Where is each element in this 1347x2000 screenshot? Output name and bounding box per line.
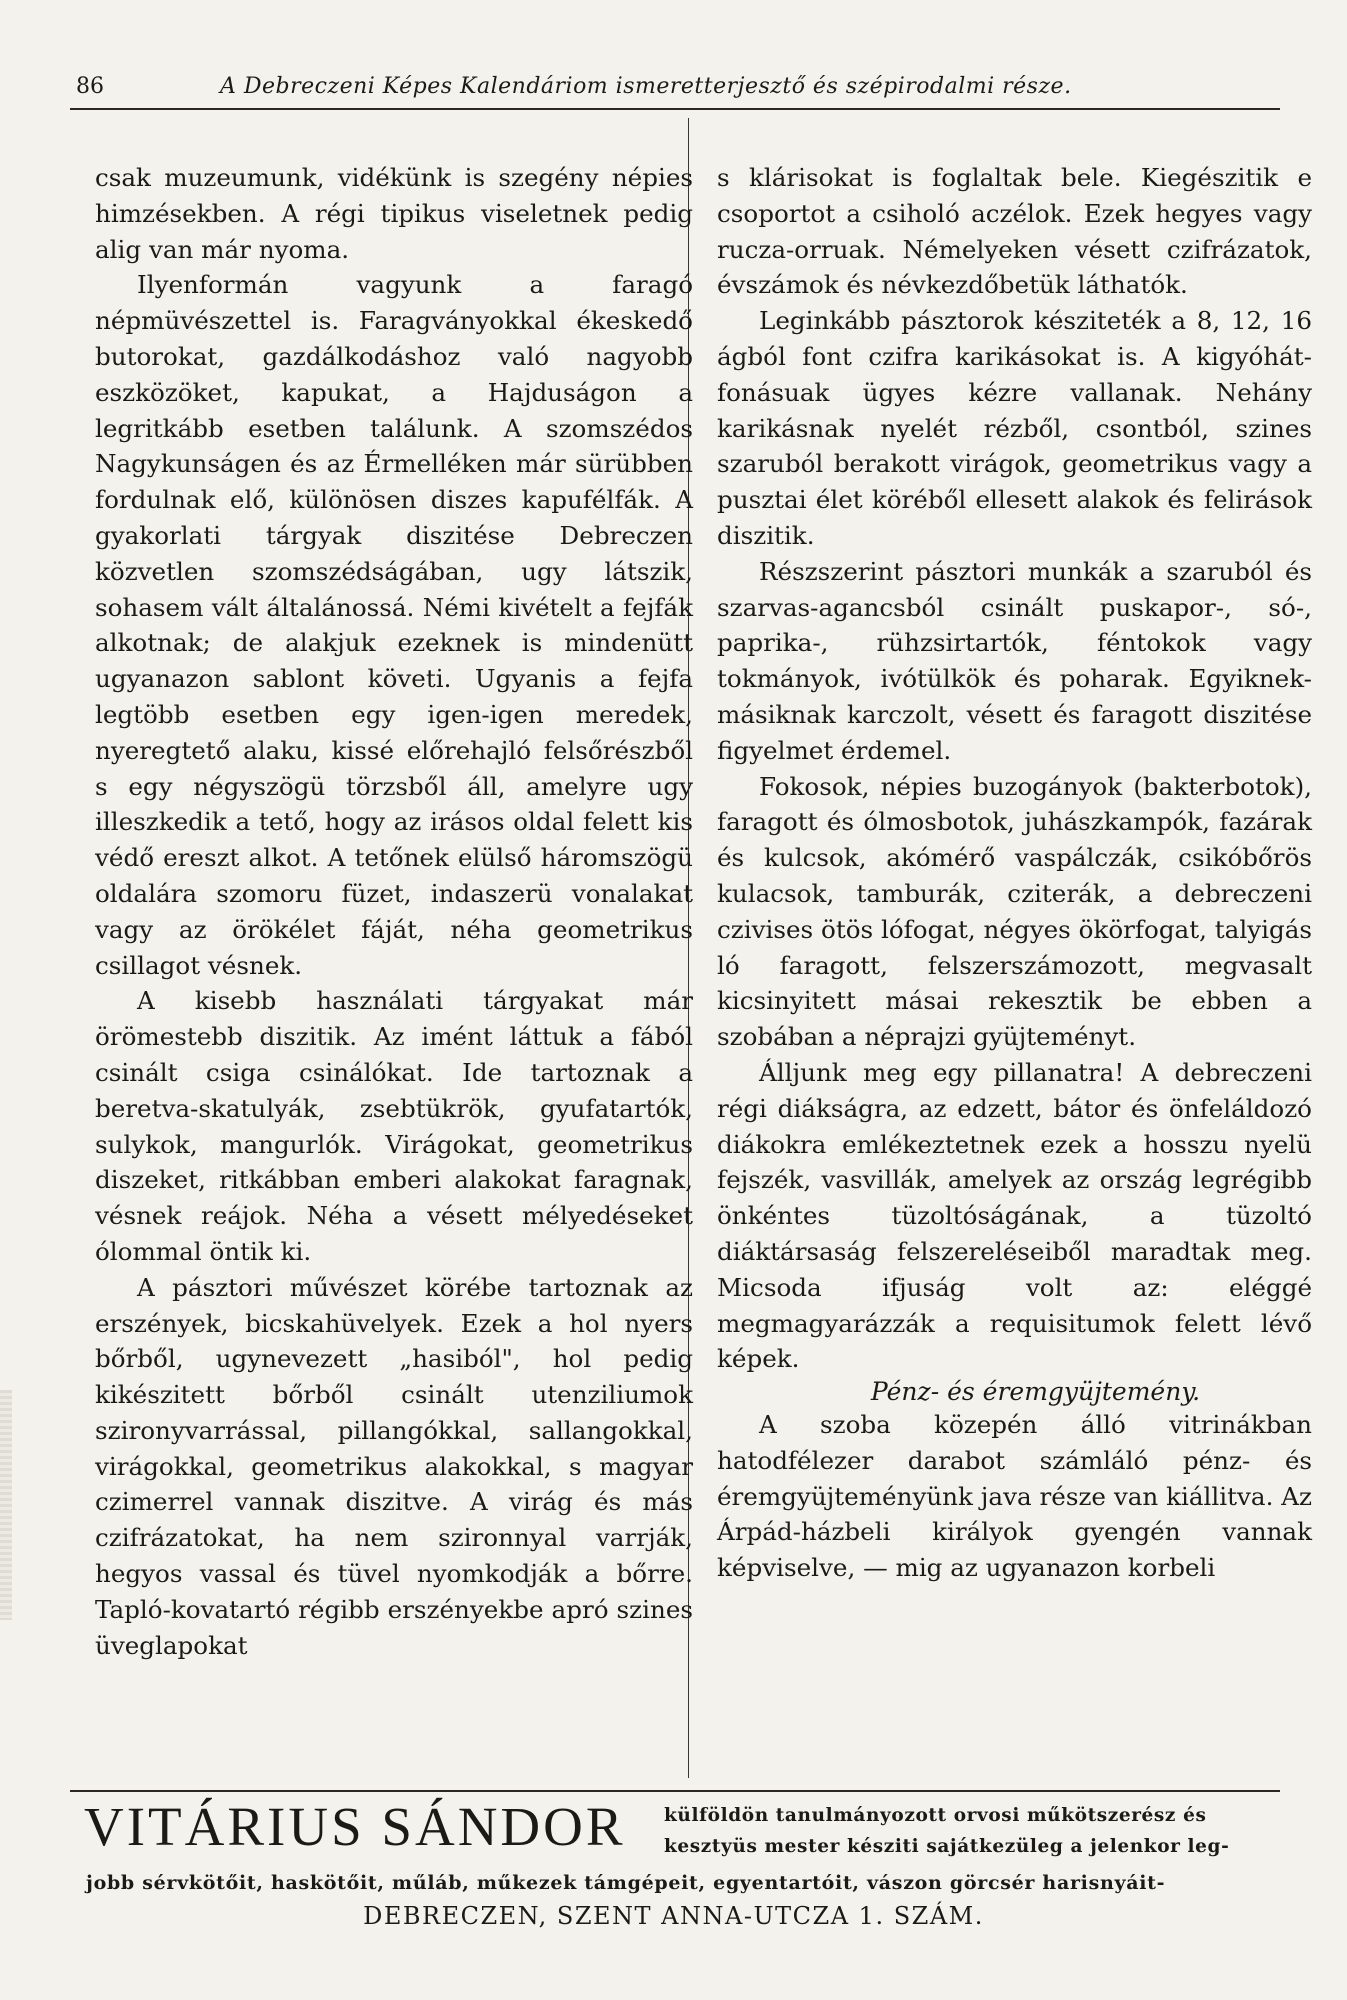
page-header <box>70 68 1280 110</box>
right-column <box>717 160 1312 1586</box>
left-column <box>95 160 693 1663</box>
section-heading: Pénz- és éremgyüjtemény. <box>870 1377 1201 1407</box>
paragraph: Leginkább pásztorok késziteték a 8, 12, 16 ágból font czifra karikásokat is. A kigyóhát-fonásuak ügyes kézre vallanak. Nehány karikásnak nyelét rézből, csontból, szines szaruból berakott virágok, geometrikus vagy a pusztai élet köréből ellesett alakok és felirások diszitik. <box>717 306 1312 550</box>
advertisement-line: jobb sérvkötőit, haskötőit, műláb, műkezek támgépeit, egyentartóit, vászon görcsér harisnyáit- <box>86 1872 1166 1894</box>
paragraph: A kisebb használati tárgyakat már örömestebb diszitik. Az imént láttuk a fából csinált csiga csinálókat. Ide tartoznak a beretva-skatulyák, zsebtükrök, gyufatartók, sulykok, mangurlók. Virágokat, geometrikus diszeket, ritkábban emberi alakokat faragnak, vésnek reájok. Néha a vésett mélyedéseket ólommal öntik ki. <box>95 986 693 1266</box>
advertisement-line: kesztyüs mester késziti sajátkezüleg a jelenkor leg- <box>664 1836 1230 1857</box>
paragraph: Ilyenformán vagyunk a faragó népmüvészettel is. Faragványokkal ékeskedő butorokat, gazdálkodáshoz való nagyobb eszközöket, kapukat, a Hajduságon a legritkább esetben találunk. A szomszédos Nagykunságen és az Érmelléken már sürübben fordulnak elő, különösen diszes kapufélfák. A gyakorlati tárgyak diszitése Debreczen közvetlen szomszédságában, ugy látszik, sohasem vált általánossá. Némi kivételt a fejfák alkotnak; de alakjuk ezeknek is mindenütt ugyanazon sablont követi. Ugyanis a fejfa legtöbb esetben egy igen-igen meredek, nyeregtető alaku, kissé előrehajló felsőrészből s egy négyszögü törzsből áll, amelyre ugy illeszkedik a tető, hogy az irásos oldal felett kis védő ereszt alkot. A tetőnek elülső háromszögü oldalára szomoru füzet, indaszerü vonalakat vagy az örökélet fáját, néha geometrikus csillagot vésnek. <box>95 270 693 980</box>
advertisement-address: DEBRECZEN, SZENT ANNA-UTCZA 1. SZÁM. <box>363 1902 984 1930</box>
scan-edge-artifact <box>0 1390 12 1620</box>
paragraph: A szoba közepén álló vitrinákban hatodfélezer darabot számláló pénz- és éremgyüjteményünk java része van kiállitva. Az Árpád-házbeli királyok gyengén vannak képviselve, — mig az ugyanazon korbeli <box>717 1410 1312 1583</box>
paragraph: Fokosok, népies buzogányok (bakterbotok), faragott és ólmosbotok, juhászkampók, fazárak és kulcsok, akómérő vaspálczák, csikóbőrös kulacsok, tamburák, cziterák, a debreczeni czivises ötös lófogat, négyes ökörfogat, talyigás ló faragott, felszerszámozott, megvasalt kicsinyitett másai rekesztik be ebben a szobában a néprajzi gyüjteményt. <box>717 771 1312 1052</box>
paragraph: A pásztori művészet körébe tartoznak az erszények, bicskahüvelyek. Ezek a hol nyers bőrből, ugynevezett „hasiból", hol pedig kikészitett bőrből csinált utenziliumok szironyvarrással, pillangókkal, sallangokkal, virágokkal, geometrikus alakokkal, s magyar czimerrel vannak diszitve. A virág és más czifrázatokat, ha nem szironnyal varrják, hegyos vassal és tüvel nyomkodják a bőrre. Tapló-kovatartó régibb erszényekbe apró szines üveglapokat <box>95 1272 693 1660</box>
paragraph: csak muzeumunk, vidékünk is szegény népies himzésekben. A régi tipikus viseletnek pedig alig van már nyoma. <box>95 163 693 264</box>
paragraph: s klárisokat is foglaltak bele. Kiegészitik e csoportot a csiholó aczélok. Ezek hegyes vagy rucza-orruak. Némelyeken vésett czifrázatok, évszámok és névkezdőbetük láthatók. <box>717 163 1312 300</box>
page-number: 86 <box>76 74 104 99</box>
advertisement-name: VITÁRIUS SÁNDOR <box>84 1796 626 1857</box>
paragraph: Álljunk meg egy pillanatra! A debreczeni régi diákságra, az edzett, bátor és önfeláldozó diákokra emlékeztetnek ezek a hosszu nyelü fejszék, vasvillák, amelyek az ország legrégibb önkéntes tüzoltóságának, a tüzoltó diáktársaság felszereléseiből maradtak meg. Micsoda ifjuság volt az: eléggé megmagyarázzák a requisitumok felett lévő képek. <box>717 1057 1312 1374</box>
advertisement-line: külföldön tanulmányozott orvosi műkötszerész és <box>664 1805 1207 1826</box>
running-title: A Debreczeni Képes Kalendáriom ismeretterjesztő és szépirodalmi része. <box>220 74 1072 99</box>
paragraph: Részszerint pásztori munkák a szaruból és szarvas-agancsból csinált puskapor-, só-, paprika-, rühzsirtartók, féntokok vagy tokmányok, ivótülkök és poharak. Egyiknek-másiknak karczolt, vésett és faragott diszitése figyelmet érdemel. <box>717 556 1312 765</box>
